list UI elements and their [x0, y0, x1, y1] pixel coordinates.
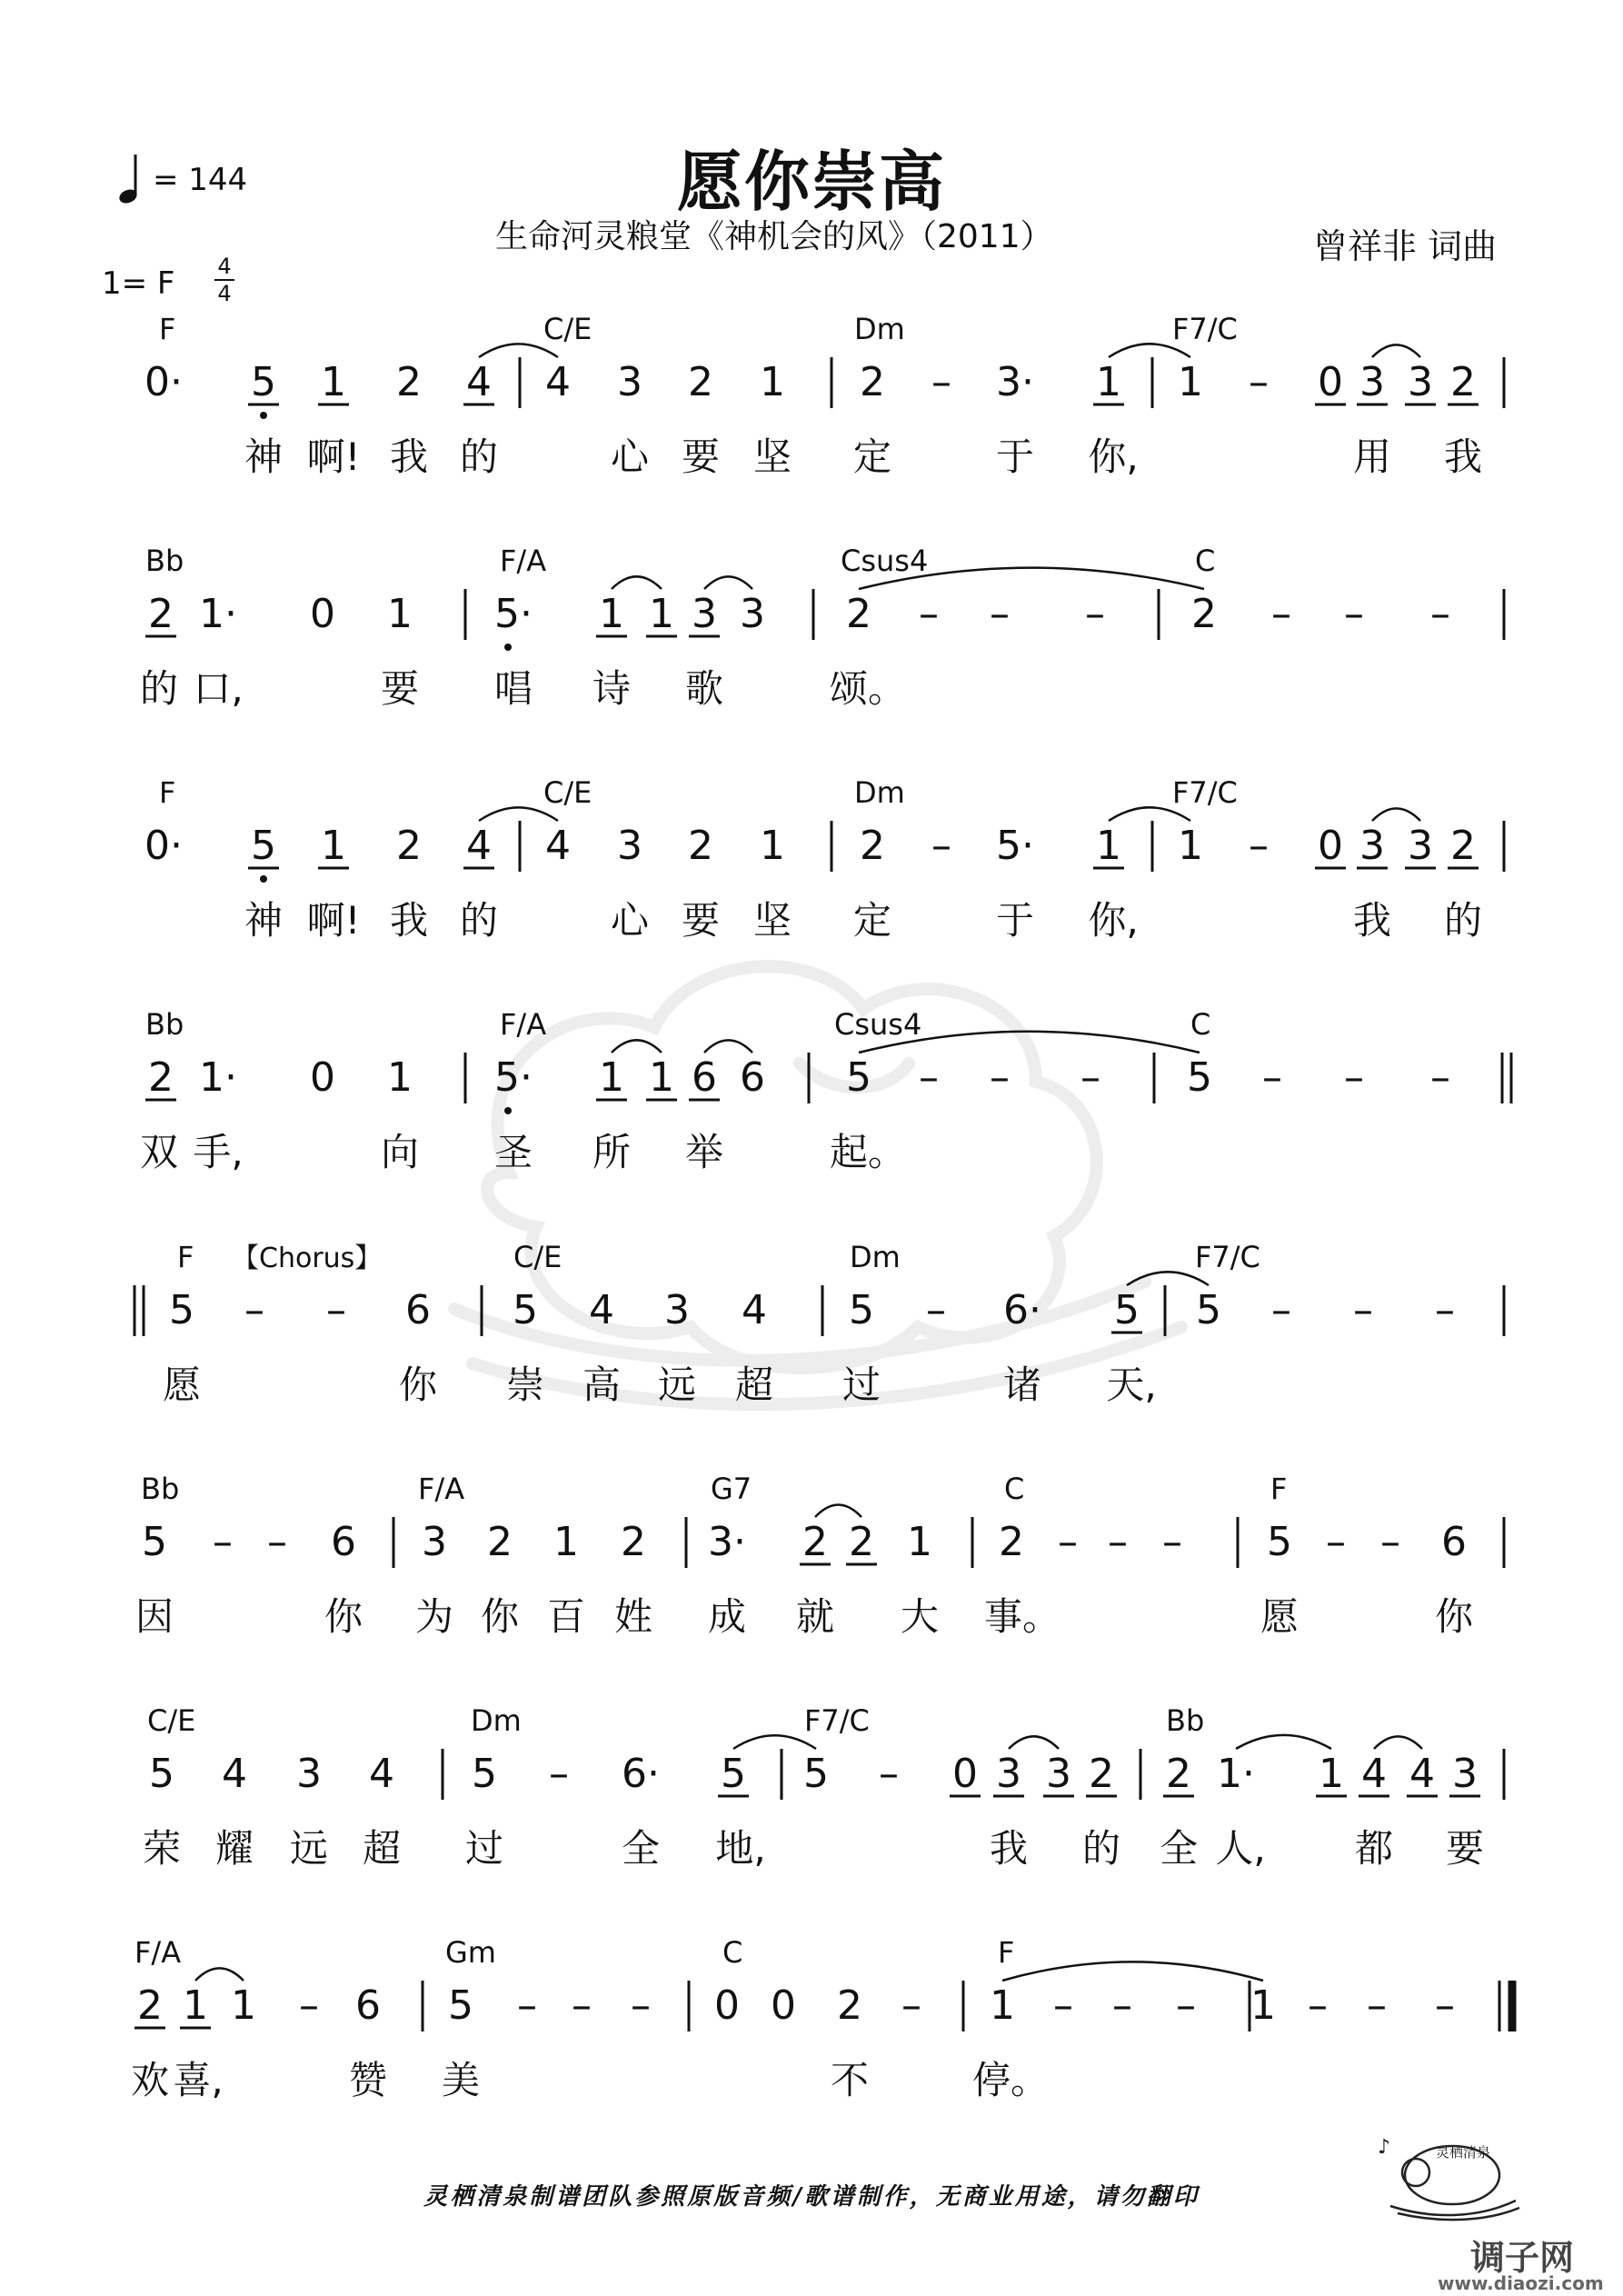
- chord-symbol: F7/C: [1172, 775, 1238, 810]
- lyric: 于: [995, 434, 1035, 479]
- note: 2: [396, 359, 422, 405]
- note: 1: [1178, 823, 1203, 869]
- note: –: [1053, 1982, 1073, 2029]
- note: –: [1308, 1982, 1328, 2029]
- time-signature-bottom: 4: [217, 281, 232, 306]
- note: 6·: [622, 1751, 660, 1797]
- lyric: 都: [1354, 1826, 1394, 1871]
- note: 3: [692, 591, 717, 637]
- note: 4: [742, 1287, 767, 1333]
- lyric: 姓: [613, 1594, 653, 1639]
- note: 6: [1441, 1519, 1467, 1565]
- note: 2: [148, 591, 174, 637]
- score-row-4: [140, 1007, 1511, 1174]
- chorus-label: 【Chorus】: [232, 1243, 383, 1274]
- note: 5: [149, 1751, 174, 1797]
- chord-symbol: Bb: [1166, 1703, 1205, 1738]
- lyric: 唱: [493, 666, 533, 711]
- note: –: [244, 1287, 264, 1333]
- note: –: [931, 359, 951, 405]
- chord-symbol: C/E: [543, 312, 592, 346]
- tempo-marking: = 144: [153, 162, 248, 198]
- lyric: 坚: [752, 434, 792, 479]
- note: –: [267, 1519, 287, 1565]
- chord-symbol: C: [1190, 1007, 1211, 1042]
- note: 5: [513, 1287, 538, 1333]
- note: –: [326, 1287, 346, 1333]
- lyric: 为: [414, 1594, 454, 1639]
- tie-slur: [704, 576, 752, 589]
- note: 4: [589, 1287, 614, 1333]
- lyric: 人,: [1215, 1826, 1266, 1871]
- tie-slur: [815, 1504, 861, 1517]
- lyric: 超: [362, 1826, 402, 1871]
- note: 6: [740, 1054, 765, 1101]
- lyric: 百: [546, 1594, 586, 1639]
- note: 1: [1319, 1751, 1344, 1797]
- lyric: 歌: [684, 666, 724, 711]
- lyric: 远: [289, 1826, 329, 1871]
- score-row-1: [144, 312, 1504, 479]
- note: 3: [996, 1751, 1021, 1797]
- note: –: [1430, 1054, 1450, 1101]
- note: 5: [846, 1054, 871, 1101]
- note: 3: [296, 1751, 322, 1797]
- note: 1: [990, 1982, 1015, 2029]
- lyric: 的: [459, 434, 499, 479]
- tie-slur: [1236, 1735, 1331, 1749]
- note: 1: [907, 1519, 932, 1565]
- note: 0·: [144, 823, 183, 869]
- tie-slur: [612, 576, 662, 589]
- note: 5: [849, 1287, 874, 1333]
- lyric: 所: [592, 1130, 632, 1174]
- lyric: 赞: [348, 2058, 388, 2102]
- note: 1·: [199, 591, 237, 637]
- note: 2: [837, 1982, 862, 2029]
- lyric: 全: [1159, 1826, 1199, 1871]
- note: 2: [802, 1519, 828, 1565]
- note: –: [517, 1982, 537, 2029]
- lyric: 诸: [1002, 1363, 1042, 1407]
- logo-text: 灵栖清泉: [1435, 2144, 1491, 2161]
- lyric: 你: [324, 1594, 363, 1639]
- note: 5·: [494, 591, 533, 637]
- note: 1: [599, 591, 624, 637]
- lyric: 事。: [983, 1594, 1061, 1639]
- chord-symbol: F: [998, 1935, 1015, 1970]
- lyric: 远: [657, 1363, 697, 1407]
- note: 5: [448, 1982, 473, 2029]
- score-row-6: [135, 1472, 1504, 1639]
- lyric: 定: [852, 434, 892, 479]
- note: –: [1271, 1287, 1291, 1333]
- note: 3: [664, 1287, 690, 1333]
- lyric: 大: [900, 1594, 940, 1639]
- lyric: 我: [1443, 434, 1483, 479]
- lyric: 心: [610, 434, 650, 479]
- lyric: 高: [582, 1363, 622, 1407]
- lyric: 因: [134, 1594, 174, 1639]
- note: –: [1430, 591, 1450, 637]
- sheep-logo-icon: [1372, 2122, 1527, 2222]
- chord-symbol: F7/C: [1172, 312, 1238, 346]
- note: 3·: [996, 359, 1034, 405]
- note: 5: [721, 1751, 746, 1797]
- note: 2: [860, 823, 885, 869]
- site-url: www.diaozi.com: [1438, 2272, 1604, 2294]
- lyric: 的: [1081, 1826, 1121, 1871]
- note: 2: [487, 1519, 513, 1565]
- note: 3: [1046, 1751, 1071, 1797]
- note: 6: [355, 1982, 381, 2029]
- note: 1: [321, 823, 346, 869]
- note: 0: [952, 1751, 978, 1797]
- lyric: 心: [610, 898, 650, 943]
- note: 4: [222, 1751, 247, 1797]
- note: 5: [1114, 1287, 1140, 1333]
- note: 3: [1408, 823, 1433, 869]
- note: –: [1344, 1054, 1364, 1101]
- note: 5·: [494, 1054, 533, 1101]
- site-name: 调子网: [1470, 2238, 1575, 2278]
- lyric: 我: [1352, 898, 1392, 943]
- lyric: 神: [244, 898, 284, 943]
- note: –: [919, 591, 939, 637]
- page-title: 愿你崇高: [676, 144, 946, 220]
- tie-slur: [1374, 1736, 1422, 1749]
- note: 0: [310, 591, 335, 637]
- note: 3: [422, 1519, 447, 1565]
- note: –: [990, 591, 1010, 637]
- chord-symbol: Bb: [145, 544, 184, 578]
- tie-slur: [1009, 1736, 1059, 1749]
- lyric: 啊!: [306, 434, 361, 479]
- lyric: 成: [707, 1594, 747, 1639]
- note: –: [299, 1982, 319, 2029]
- note: 6: [405, 1287, 431, 1333]
- note: 3: [1359, 823, 1385, 869]
- note: 5: [251, 823, 276, 869]
- lyric: 全: [621, 1826, 661, 1871]
- lyric: 啊!: [306, 898, 361, 943]
- note: 1: [183, 1982, 208, 2029]
- note: 1: [760, 823, 785, 869]
- chord-symbol: F/A: [500, 1007, 547, 1042]
- lyric: 愿: [162, 1363, 202, 1407]
- note: –: [919, 1054, 939, 1101]
- chord-symbol: Csus4: [834, 1007, 922, 1042]
- chord-symbol: Dm: [854, 312, 905, 346]
- lyric: 神: [244, 434, 284, 479]
- note: –: [631, 1982, 651, 2029]
- note: –: [901, 1982, 921, 2029]
- note: –: [1326, 1519, 1346, 1565]
- lower-octave-dot: [260, 875, 267, 883]
- lyric: 愿: [1260, 1594, 1299, 1639]
- note: 4: [545, 823, 571, 869]
- note: –: [1249, 823, 1269, 869]
- note: 2: [396, 823, 422, 869]
- note: 1: [1250, 1982, 1276, 2029]
- lyric: 喜,: [173, 2058, 224, 2102]
- lower-octave-dot: [504, 644, 512, 651]
- chord-symbol: F/A: [418, 1472, 465, 1506]
- note: –: [1080, 1054, 1100, 1101]
- note: –: [926, 1287, 946, 1333]
- footer-disclaimer: 灵栖清泉制谱团队参照原版音频/歌谱制作，无商业用途，请勿翻印: [423, 2183, 1200, 2211]
- note: –: [1108, 1519, 1128, 1565]
- chord-symbol: F: [1270, 1472, 1288, 1506]
- score-row-7: [143, 1703, 1504, 1871]
- time-signature-top: 4: [217, 254, 232, 279]
- lyric: 你,: [1088, 434, 1139, 479]
- chord-symbol: Dm: [471, 1703, 522, 1738]
- score-row-5: [134, 1240, 1504, 1407]
- note: –: [879, 1751, 899, 1797]
- lyric: 我: [389, 898, 429, 943]
- chord-symbol: F7/C: [1195, 1240, 1260, 1274]
- note: 5: [142, 1519, 167, 1565]
- note: 5: [251, 359, 276, 405]
- note: 4: [466, 359, 492, 405]
- note: 1: [553, 1519, 579, 1565]
- note: 5: [169, 1287, 194, 1333]
- lyric: 过: [464, 1826, 504, 1871]
- note: 0: [1318, 359, 1343, 405]
- lyric: 要: [1445, 1826, 1485, 1871]
- note: 1: [1096, 823, 1121, 869]
- chord-symbol: F7/C: [804, 1703, 870, 1738]
- lyric: 停。: [971, 2058, 1050, 2102]
- key-signature: 1= F: [102, 265, 175, 302]
- lyric: 荣: [142, 1826, 182, 1871]
- lyric: 诗: [592, 666, 632, 711]
- lyric: 定: [852, 898, 892, 943]
- note: 3: [617, 823, 642, 869]
- chord-symbol: Bb: [141, 1472, 180, 1506]
- author-credit: 曾祥非 词曲: [1313, 226, 1498, 266]
- lyric: 天,: [1106, 1363, 1157, 1407]
- tie-slur: [1002, 1962, 1263, 1981]
- note: 3: [617, 359, 642, 405]
- lyric: 坚: [752, 898, 792, 943]
- note: –: [990, 1054, 1010, 1101]
- chord-symbol: F/A: [500, 544, 547, 578]
- note: –: [1162, 1519, 1182, 1565]
- note: 0: [310, 1054, 335, 1101]
- note: 1: [387, 591, 413, 637]
- note: 0: [714, 1982, 740, 2029]
- note: 2: [688, 359, 713, 405]
- lyric: 崇: [505, 1363, 545, 1407]
- lyric: 于: [995, 898, 1035, 943]
- lyric: 双: [139, 1130, 179, 1174]
- note: 2: [849, 1519, 874, 1565]
- note: 5: [1196, 1287, 1221, 1333]
- tie-slur: [1372, 344, 1420, 357]
- note: –: [1344, 591, 1364, 637]
- lyric: 你: [398, 1363, 438, 1407]
- note: 5: [1267, 1519, 1292, 1565]
- lyric: 你,: [1088, 898, 1139, 943]
- lyric: 不: [830, 2058, 870, 2102]
- lyric: 地,: [715, 1826, 766, 1871]
- lyric: 我: [389, 434, 429, 479]
- note: –: [1435, 1287, 1455, 1333]
- lyric: 的: [1443, 898, 1483, 943]
- lyric: 向: [380, 1130, 420, 1174]
- note: 5·: [996, 823, 1034, 869]
- note: 1: [760, 359, 785, 405]
- lyric: 的: [459, 898, 499, 943]
- chord-symbol: C: [1004, 1472, 1025, 1506]
- note: 3: [740, 591, 765, 637]
- tie-slur: [612, 1040, 662, 1053]
- note: 6·: [1003, 1287, 1041, 1333]
- note: 2: [846, 591, 871, 637]
- note: –: [1249, 359, 1269, 405]
- lower-octave-dot: [504, 1107, 512, 1114]
- note: 3: [1452, 1751, 1478, 1797]
- note: 1·: [1217, 1751, 1255, 1797]
- chord-symbol: G7: [711, 1472, 752, 1506]
- lyric: 的: [139, 666, 179, 711]
- svg-text:♪: ♪: [1378, 2136, 1391, 2159]
- note: 2: [1450, 823, 1476, 869]
- note: 4: [1361, 1751, 1387, 1797]
- note: 2: [621, 1519, 646, 1565]
- note: –: [1085, 591, 1105, 637]
- lyric: 圣: [493, 1130, 533, 1174]
- chord-symbol: Gm: [445, 1935, 496, 1970]
- note: 2: [1166, 1751, 1191, 1797]
- note: –: [1058, 1519, 1078, 1565]
- note: –: [549, 1751, 569, 1797]
- note: 0·: [144, 359, 183, 405]
- note: 2: [1089, 1751, 1114, 1797]
- note: –: [1176, 1982, 1196, 2029]
- chord-symbol: Dm: [854, 775, 905, 810]
- note: 3: [1359, 359, 1385, 405]
- lyric: 我: [989, 1826, 1029, 1871]
- score-row-8: [131, 1935, 1512, 2102]
- lyric: 就: [795, 1594, 835, 1639]
- chord-symbol: C/E: [147, 1703, 196, 1738]
- note: –: [572, 1982, 592, 2029]
- chord-symbol: F/A: [134, 1935, 182, 1970]
- note: 0: [771, 1982, 796, 2029]
- lyric: 你: [480, 1594, 520, 1639]
- lyric: 口,: [193, 666, 244, 711]
- lyric: 耀: [214, 1826, 254, 1871]
- lyric: 美: [441, 2058, 481, 2102]
- note: 2: [1450, 359, 1476, 405]
- lyric: 要: [681, 434, 721, 479]
- note: 4: [545, 359, 571, 405]
- note: 4: [466, 823, 492, 869]
- note: 1·: [199, 1054, 237, 1101]
- note: 6: [692, 1054, 717, 1101]
- lyric: 要: [380, 666, 420, 711]
- page-subtitle: 生命河灵粮堂《神机会的风》（2011）: [495, 218, 1053, 255]
- tie-slur: [195, 1968, 244, 1981]
- chord-symbol: F: [159, 312, 176, 346]
- note: –: [1262, 1054, 1282, 1101]
- note: 1: [1178, 359, 1203, 405]
- note: –: [1112, 1982, 1132, 2029]
- lyric: 超: [734, 1363, 774, 1407]
- chord-symbol: Bb: [145, 1007, 184, 1042]
- note: 1: [599, 1054, 624, 1101]
- note: 1: [321, 359, 346, 405]
- chord-symbol: C/E: [513, 1240, 563, 1274]
- score-row-2: [140, 544, 1504, 711]
- note: 1: [231, 1982, 256, 2029]
- note: –: [1380, 1519, 1400, 1565]
- lyric: 过: [841, 1363, 881, 1407]
- lyric: 举: [684, 1130, 724, 1174]
- chord-symbol: F: [159, 775, 176, 810]
- note: 3: [1408, 359, 1433, 405]
- note: 3·: [708, 1519, 746, 1565]
- note: 2: [999, 1519, 1024, 1565]
- lyric: 用: [1352, 434, 1392, 479]
- note: 2: [688, 823, 713, 869]
- lyric: 起。: [829, 1130, 907, 1174]
- note: 1: [387, 1054, 413, 1101]
- note: –: [1367, 1982, 1387, 2029]
- note: 2: [148, 1054, 174, 1101]
- note: 5: [1187, 1054, 1212, 1101]
- lyric: 欢: [130, 2058, 170, 2102]
- chord-symbol: C: [722, 1935, 743, 1970]
- chord-symbol: Csus4: [841, 544, 929, 578]
- lyric: 要: [681, 898, 721, 943]
- note: 2: [860, 359, 885, 405]
- note: –: [1353, 1287, 1373, 1333]
- chord-symbol: C: [1195, 544, 1216, 578]
- note: 1: [649, 1054, 674, 1101]
- note: 4: [1409, 1751, 1435, 1797]
- lyric: 你: [1434, 1594, 1474, 1639]
- tie-slur: [1372, 808, 1420, 821]
- note: 4: [369, 1751, 394, 1797]
- note: –: [1271, 591, 1291, 637]
- note: 1: [649, 591, 674, 637]
- lyric: 颂。: [829, 666, 907, 711]
- lower-octave-dot: [260, 412, 267, 419]
- note: –: [1435, 1982, 1455, 2029]
- note: –: [931, 823, 951, 869]
- note: 2: [1191, 591, 1217, 637]
- tie-slur: [704, 1040, 752, 1053]
- note: 2: [137, 1982, 163, 2029]
- lyric: 手,: [193, 1130, 244, 1174]
- score-row-3: [144, 775, 1504, 943]
- chord-symbol: C/E: [543, 775, 592, 810]
- note: 5: [472, 1751, 497, 1797]
- note: 6: [331, 1519, 356, 1565]
- note: 0: [1318, 823, 1343, 869]
- note: –: [213, 1519, 233, 1565]
- note: 1: [1096, 359, 1121, 405]
- note: 5: [803, 1751, 829, 1797]
- chord-symbol: Dm: [850, 1240, 901, 1274]
- chord-symbol: F: [177, 1240, 194, 1274]
